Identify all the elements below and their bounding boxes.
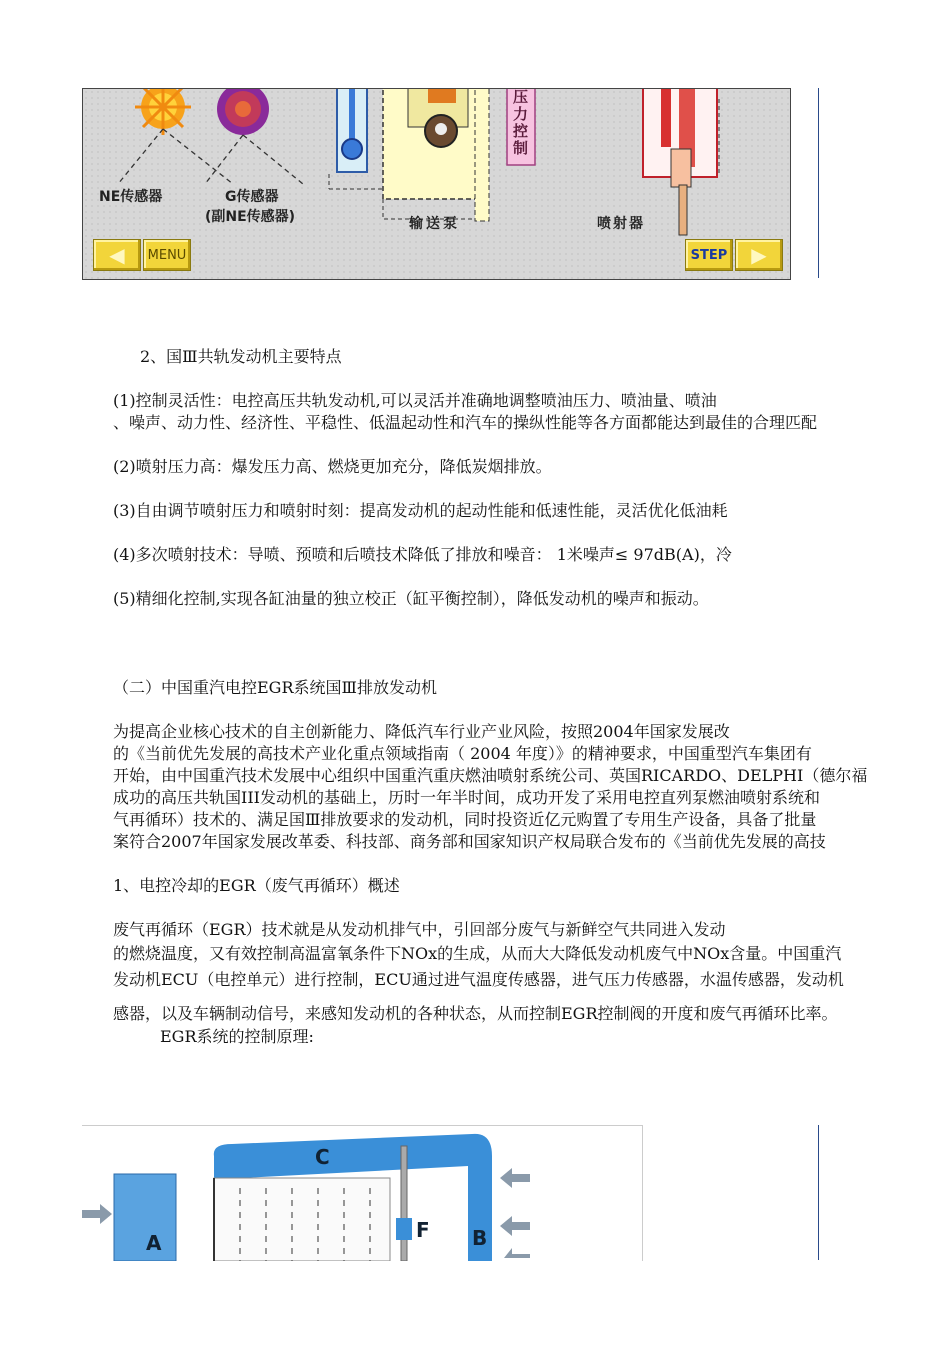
section2-item-1b: 、噪声、动力性、经济性、平稳性、低温起动性和汽车的操纵性能等各方面都能达到最佳的合理匹配 (113, 413, 818, 432)
egr-sub-heading: 1、电控冷却的EGR（废气再循环）概述 (113, 876, 400, 895)
next-button[interactable] (735, 239, 783, 271)
section2-item-5: (5)精细化控制,实现各缸油量的独立校正（缸平衡控制），降低发动机的噪声和振动。 (113, 589, 709, 608)
egr-label-b: B (472, 1226, 488, 1250)
egr-paragraph2-line-3: 发动机ECU（电控单元）进行控制，ECU通过进气温度传感器，进气压力传感器，水温传感器，发动机 (113, 970, 844, 989)
egr-principle-diagram (82, 1125, 643, 1261)
section2-item-2: (2)喷射压力高：爆发压力高、燃烧更加充分，降低炭烟排放。 (113, 457, 552, 476)
egr-section-heading: （二）中国重汽电控EGR系统国Ⅲ排放发动机 (113, 678, 437, 697)
g-sensor-label: G传感器 (225, 189, 279, 205)
egr-paragraph2-line-1: 废气再循环（EGR）技术就是从发动机排气中，引回部分废气与新鲜空气共同进入发动 (113, 920, 726, 939)
egr-paragraph2-line-4: 感器，以及车辆制动信号，来感知发动机的各种状态，从而控制EGR控制阀的开度和废气再循环比率。 (113, 1004, 838, 1023)
right-margin-rule-top (818, 88, 819, 278)
egr-paragraph-line-1: 为提高企业核心技术的自主创新能力、降低汽车行业产业风险，按照2004年国家发展改 (113, 722, 730, 741)
egr-paragraph-line-6: 案符合2007年国家发展改革委、科技部、商务部和国家知识产权局联合发布的《当前优先发展的高技 (113, 832, 826, 851)
g-sensor-sub-label: (副NE传感器) (205, 209, 296, 225)
egr-paragraph-line-5: 气再循环）技术的、满足国Ⅲ排放要求的发动机，同时投资近亿元购置了专用生产设备，具备了批量 (113, 810, 817, 829)
common-rail-diagram (82, 88, 791, 280)
egr-paragraph-line-3: 开始，由中国重汽技术发展中心组织中国重汽重庆燃油喷射系统公司、英国RICARDO、DELPHI（德尔福 (113, 766, 868, 785)
egr-paragraph2-line-2: 的燃烧温度，又有效控制高温富氧条件下NOx的生成，从而大大降低发动机废气中NOx含量。中国重汽 (113, 944, 842, 963)
section2-heading: 2、国Ⅲ共轨发动机主要特点 (140, 347, 342, 366)
next-arrow-icon: ▶ (751, 243, 767, 267)
back-button[interactable] (93, 239, 141, 271)
injector-graphic (643, 89, 719, 235)
g-sensor-graphic (217, 89, 269, 135)
egr-diagram-graphics (82, 1126, 642, 1261)
section2-item-3: (3)自由调节喷射压力和喷射时刻：提高发动机的起动性能和低速性能，灵活优化低油耗 (113, 501, 728, 520)
egr-label-a: A (146, 1231, 162, 1255)
pressure-control-label: 压力控制 (513, 88, 529, 157)
ne-sensor-label: NE传感器 (99, 189, 163, 205)
egr-paragraph-line-2: 的《当前优先发展的高技术产业化重点领域指南（ 2004 年度）》的精神要求，中国重型汽车集团有 (113, 744, 812, 763)
egr-label-f: F (416, 1218, 430, 1242)
egr-paragraph-line-4: 成功的高压共轨国III发动机的基础上，历时一年半时间，成功开发了采用电控直列泵燃油喷射系统和 (113, 788, 820, 807)
step-button[interactable]: STEP (685, 239, 733, 271)
pump-label: 输送泵 (409, 216, 460, 232)
pump-graphic (383, 89, 489, 221)
egr-paragraph2-line-5: EGR系统的控制原理: (160, 1027, 314, 1046)
egr-label-c: C (315, 1145, 330, 1169)
injector-label: 喷射器 (597, 216, 645, 232)
ne-sensor-graphic (135, 89, 191, 135)
section2-item-1a: (1)控制灵活性：电控高压共轨发动机,可以灵活并准确地调整喷油压力、喷油量、喷油 (113, 391, 717, 410)
back-arrow-icon: ◀ (109, 243, 125, 267)
menu-button[interactable]: MENU (143, 239, 191, 271)
section2-item-4: (4)多次喷射技术：导喷、预喷和后喷技术降低了排放和噪音： 1米噪声≤ 97dB(A)，冷 (113, 545, 732, 564)
right-margin-rule-bottom (818, 1125, 819, 1260)
